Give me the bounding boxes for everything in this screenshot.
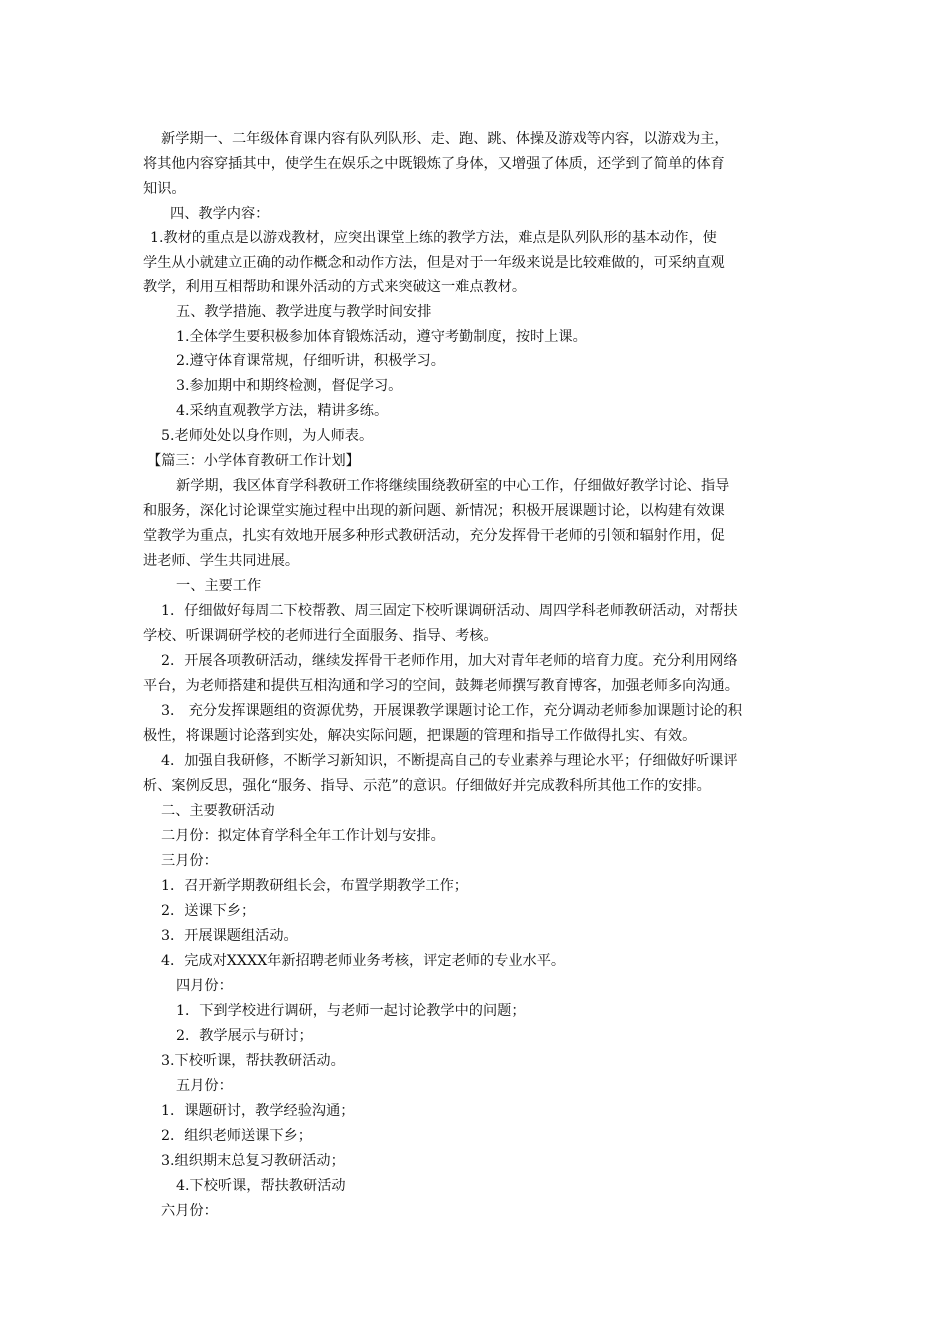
list-item: 1．下到学校进行调研，与老师一起讨论教学中的问题；: [176, 1003, 526, 1019]
paragraph-line: 学生从小就建立正确的动作概念和动作方法，但是对于一年级来说是比较难做的，可采纳直观: [143, 255, 725, 271]
list-item: 2．组织老师送课下乡；: [161, 1128, 312, 1144]
paragraph-line: 1.教材的重点是以游戏教材，应突出课堂上练的教学方法，难点是队列队形的基本动作，使: [150, 230, 717, 246]
month-line: 二月份：拟定体育学科全年工作计划与安排。: [161, 828, 445, 844]
intro-line: 知识。: [143, 181, 186, 197]
intro-line: 将其他内容穿插其中，使学生在娱乐之中既锻炼了身体，又增强了体质，还学到了简单的体育: [143, 156, 725, 172]
paragraph-line: 教学，利用互相帮助和课外活动的方式来突破这一难点教材。: [143, 279, 527, 295]
part-title: 【篇三：小学体育教研工作计划】: [147, 453, 360, 469]
paragraph-line: 2．开展各项教研活动，继续发挥骨干老师作用，加大对青年老师的培育力度。充分利用网络: [161, 653, 738, 669]
paragraph-line: 析、案例反思，强化“服务、指导、示范”的意识。仔细做好并完成教科所其他工作的安排。: [143, 778, 711, 794]
paragraph-line: 学校、听课调研学校的老师进行全面服务、指导、考核。: [143, 628, 498, 644]
section-heading: 四、教学内容：: [170, 206, 270, 222]
paragraph-line: 新学期，我区体育学科教研工作将继续围绕教研室的中心工作，仔细做好教学讨论、指导: [176, 478, 730, 494]
list-item: 1．课题研讨，教学经验沟通；: [161, 1103, 355, 1119]
paragraph-line: 堂教学为重点，扎实有效地开展多种形式教研活动，充分发挥骨干老师的引领和辐射作用，促: [143, 528, 725, 544]
list-item: 2．教学展示与研讨；: [176, 1028, 313, 1044]
list-item: 4.下校听课，帮扶教研活动: [176, 1178, 346, 1194]
list-item: 1．召开新学期教研组长会，布置学期教学工作；: [161, 878, 468, 894]
paragraph-line: 3． 充分发挥课题组的资源优势，开展课教学课题讨论工作，充分调动老师参加课题讨论的积: [161, 703, 743, 719]
paragraph-line: 平台，为老师搭建和提供互相沟通和学习的空间，鼓舞老师撰写教育博客，加强老师多向沟通。: [143, 678, 739, 694]
month-heading: 三月份：: [161, 853, 218, 869]
list-item: 3．开展课题组活动。: [161, 928, 298, 944]
list-item: 4．完成对XXXX年新招聘老师业务考核，评定老师的专业水平。: [161, 953, 566, 969]
list-item: 4.采纳直观教学方法，精讲多练。: [176, 403, 389, 419]
month-heading: 四月份：: [176, 978, 233, 994]
list-item: 2.遵守体育课常规，仔细听讲，积极学习。: [176, 353, 445, 369]
list-item: 3.参加期中和期终检测，督促学习。: [176, 378, 403, 394]
paragraph-line: 4．加强自我研修，不断学习新知识，不断提高自己的专业素养与理论水平；仔细做好听课评: [161, 753, 738, 769]
paragraph-line: 极性，将课题讨论落到实处，解决实际问题，把课题的管理和指导工作做得扎实、有效。: [143, 728, 697, 744]
month-heading: 六月份：: [161, 1203, 218, 1219]
paragraph-line: 和服务，深化讨论课堂实施过程中出现的新问题、新情况；积极开展课题讨论，以构建有效课: [143, 503, 725, 519]
intro-line: 新学期一、二年级体育课内容有队列队形、走、跑、跳、体操及游戏等内容，以游戏为主，: [161, 131, 729, 147]
list-item: 3.组织期末总复习教研活动；: [161, 1153, 345, 1169]
section-heading: 一、主要工作: [176, 578, 262, 594]
section-heading: 二、主要教研活动: [161, 803, 275, 819]
month-heading: 五月份：: [176, 1078, 233, 1094]
paragraph-line: 进老师、学生共同进展。: [143, 553, 300, 569]
list-item: 2．送课下乡；: [161, 903, 256, 919]
section-heading: 五、教学措施、教学进度与教学时间安排: [176, 304, 432, 320]
paragraph-line: 1．仔细做好每周二下校帮教、周三固定下校听课调研活动、周四学科老师教研活动，对帮扶: [161, 603, 738, 619]
list-item: 5.老师处处以身作则，为人师表。: [161, 428, 374, 444]
list-item: 3.下校听课，帮扶教研活动。: [161, 1053, 345, 1069]
list-item: 1.全体学生要积极参加体育锻炼活动，遵守考勤制度，按时上课。: [176, 329, 587, 345]
